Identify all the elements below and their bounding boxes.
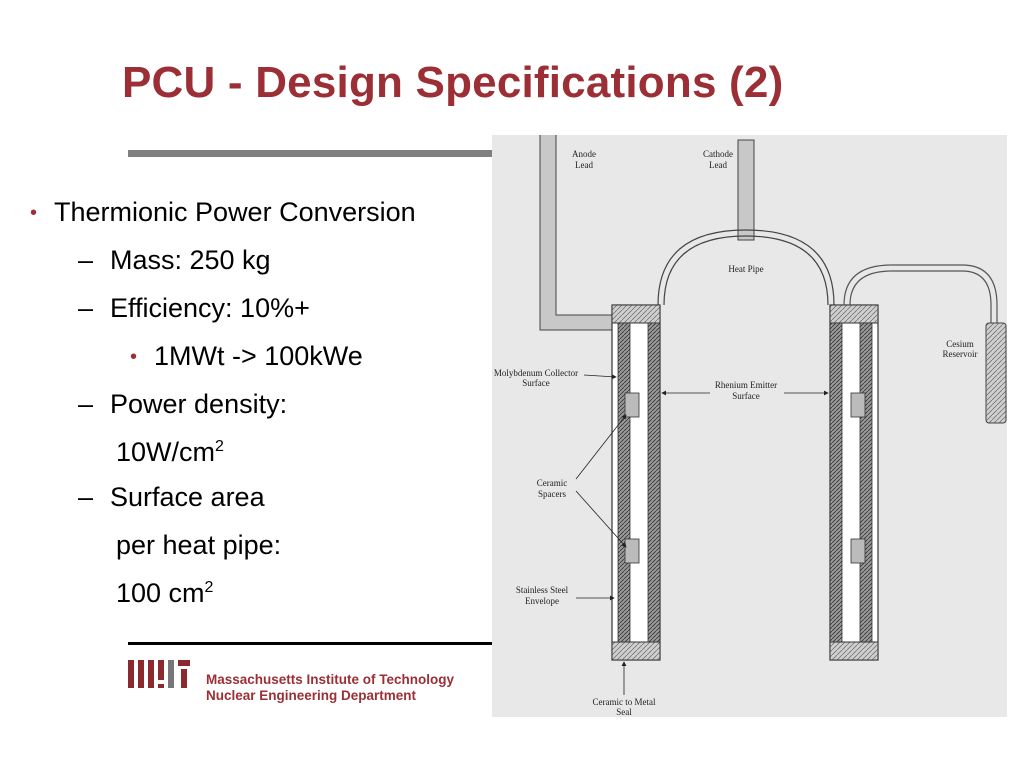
label-collector-1: Molybdenum Collector — [493, 368, 579, 378]
dash-marker: – — [78, 245, 94, 275]
dash-marker: – — [78, 389, 94, 419]
cathode-lead — [738, 140, 754, 240]
label-emitter-1: Rhenium Emitter — [714, 380, 778, 390]
mit-logo-icon — [128, 658, 190, 690]
label-emitter-2: Surface — [732, 391, 760, 401]
power-density-value-text: 10W/cm — [116, 437, 216, 467]
surface-area-exponent: 2 — [204, 579, 214, 596]
bullet-efficiency-text: Efficiency: 10%+ — [110, 293, 310, 323]
label-anode-1: Anode — [572, 149, 596, 159]
label-cathode-2: Lead — [709, 160, 727, 170]
department-text: Nuclear Engineering Department — [206, 688, 417, 703]
label-cesium-2: Reservoir — [942, 349, 978, 359]
power-density-exponent: 2 — [215, 438, 224, 455]
surface-area-value — [116, 578, 213, 609]
footer-divider — [128, 642, 498, 645]
label-anode-2: Lead — [575, 160, 593, 170]
label-envelope-2: Envelope — [525, 596, 559, 606]
label-heat-pipe: Heat Pipe — [728, 264, 764, 274]
bullet-mass-text: Mass: 250 kg — [110, 245, 271, 275]
bullet-surface-area-text: Surface area — [110, 482, 265, 512]
power-density-value — [116, 437, 224, 468]
slide-title: PCU - Design Specifications (2) — [122, 58, 784, 107]
bullet-main-text: Thermionic Power Conversion — [54, 197, 416, 227]
label-seal-1: Ceramic to Metal — [592, 697, 656, 707]
institute-text: Massachusetts Institute of Technology — [206, 672, 455, 687]
mit-logo — [128, 658, 190, 695]
bullet-dot: • — [130, 346, 138, 368]
surface-area-value-text: 100 cm — [116, 578, 205, 608]
surface-area-line2 — [116, 530, 281, 561]
bullet-power-density-text: Power density: — [110, 389, 288, 419]
label-collector-2: Surface — [522, 378, 550, 388]
cesium-reservoir — [986, 323, 1006, 423]
dash-marker: – — [78, 482, 94, 512]
bullet-dot: • — [30, 202, 38, 224]
label-spacers-1: Ceramic — [536, 478, 568, 488]
label-cathode-1: Cathode — [703, 149, 733, 159]
bullet-efficiency-sub-text: 1MWt -> 100kWe — [154, 341, 363, 371]
bullet-list — [0, 0, 500, 640]
label-cesium-1: Cesium — [946, 339, 974, 349]
label-seal-2: Seal — [616, 707, 632, 717]
institution-name — [206, 672, 454, 704]
dash-marker: – — [78, 293, 94, 323]
surface-area-line2-text: per heat pipe: — [116, 530, 282, 560]
label-envelope-1: Stainless Steel — [515, 585, 569, 595]
thermionic-converter-diagram — [492, 135, 1007, 717]
label-spacers-2: Spacers — [538, 489, 566, 499]
